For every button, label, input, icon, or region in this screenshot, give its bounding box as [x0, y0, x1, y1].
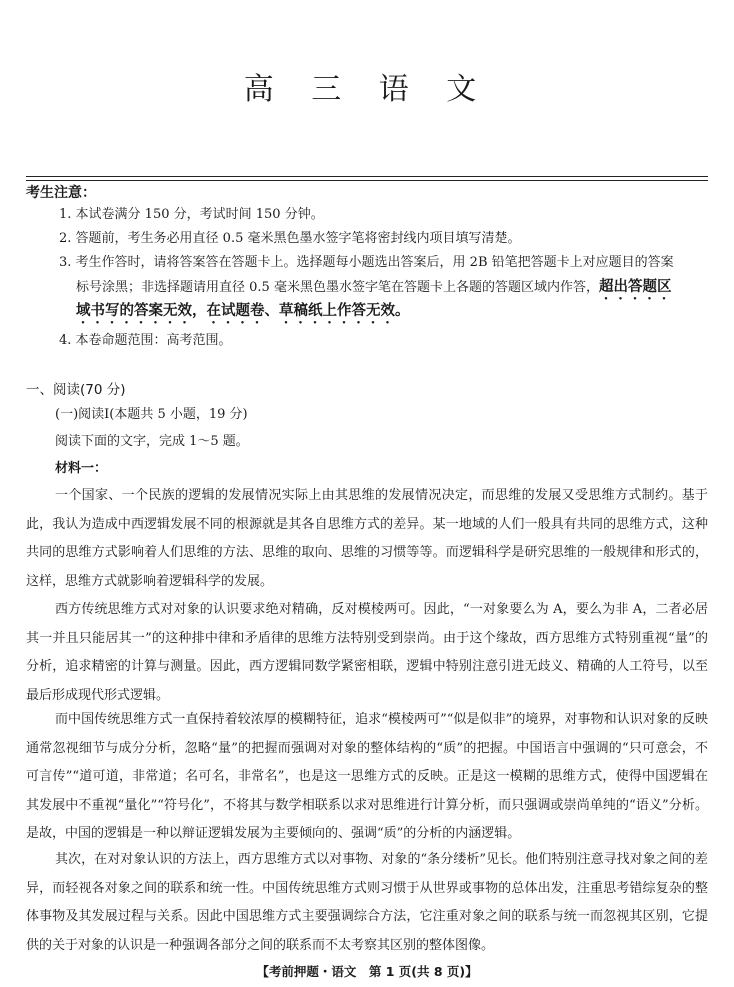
paragraph: 其次，在对对象认识的方法上，西方思维方式以对事物、对象的“条分缕析”见长。他们特别注意寻找对象之间的差异，而轻视各对象之间的联系和统一性。中国传统思维方式则习惯于从世界或事物的总体出发，注重思考错综复杂的整体事物及其发展过程与关系。因此中国思维方式主要强调综合方法，它注重对象之间的联系与统一而忽视其区别，它提供的关于对象的认识是一种强调各部分之间的联系而不太考察其区别的整体图像。 [26, 852, 708, 953]
paragraph: 西方传统思维方式对对象的认识要求绝对精确，反对模棱两可。因此，“一对象要么为 A，要么为非 A，二者必居其一并且只能居其一”的这种排中律和矛盾律的思维方法特别受到崇尚。由于这个缘故，西方思维方式特别重视“量”的分析，追求精密的计算与测量。因此，西方逻辑同数学紧密相联，逻辑中特别注意引进无歧义、精确的人工符号，以至最后形成现代形式逻辑。 [26, 602, 708, 703]
divider [26, 180, 708, 181]
emphasis-text: 超出答题区 [598, 279, 672, 295]
notice-item: 2. 答题前，考生务必用直径 0.5 毫米黑色墨水签字笔将密封线内项目填写清楚。 [59, 231, 521, 246]
notice-item: 1. 本试卷满分 150 分，考试时间 150 分钟。 [59, 207, 324, 222]
section-heading: 一、阅读(70 分) [26, 382, 126, 398]
notice-item-continued [76, 301, 410, 327]
notice-text: 标号涂黑；非选择题请用直径 0.5 毫米黑色墨水签字笔在答题卡上各题的答题区域内作答， [76, 280, 599, 295]
divider [26, 176, 708, 177]
notice-item: 4. 本卷命题范围：高考范围。 [59, 333, 232, 348]
emphasis-text: 域书写的答案无效，在试题卷、草稿纸上作答无效 [76, 303, 395, 319]
material-label: 材料一： [55, 461, 108, 476]
notice-heading: 考生注意： [26, 185, 96, 201]
paragraph: 而中国传统思维方式一直保持着较浓厚的模糊特征，追求“模棱两可”“似是似非”的境界，对事物和认识对象的反映通常忽视细节与成分分析，忽略“量”的把握而强调对对象的整体结构的“质”的把握。中国语言中强调的“只可意会，不可言传”“道可道，非常道；名可名，非常名”，也是这一思维方式的反映。正是这一模糊的思维方式，使得中国逻辑在其发展中不重视“量化”“符号化”，不将其与数学相联系以求对思维进行计算分析，而只强调或崇尚单纯的“语义”分析。是故，中国的逻辑是一种以辩证逻辑发展为主要倾向的、强调“质”的分析的内涵逻辑。 [26, 712, 708, 841]
notice-item: 3. 考生作答时，请将答案答在答题卡上。选择题每小题选出答案后，用 2B 铅笔把答题卡上对应题目的答案 [59, 255, 674, 270]
page-title: 高 三 语 文 [243, 72, 491, 107]
instruction-text: 阅读下面的文字，完成 1～5 题。 [55, 434, 249, 449]
notice-text: 。 [395, 303, 410, 319]
notice-item-continued [76, 277, 671, 303]
paragraph: 一个国家、一个民族的逻辑的发展情况实际上由其思维的发展情况决定，而思维的发展又受思维方式制约。基于此，我认为造成中西逻辑发展不同的根源就是其各自思维方式的差异。某一地域的人们一般具有共同的思维方式，这种共同的思维方式影响着人们思维的方法、思维的取向、思维的习惯等等。而逻辑科学是研究思维的一般规律和形式的，这样，思维方式就影响着逻辑科学的发展。 [26, 488, 708, 589]
subsection-heading: (一)阅读Ⅰ(本题共 5 小题，19 分) [55, 407, 248, 422]
page-footer: 【考前押题・语文 第 1 页(共 8 页)】 [256, 964, 478, 979]
